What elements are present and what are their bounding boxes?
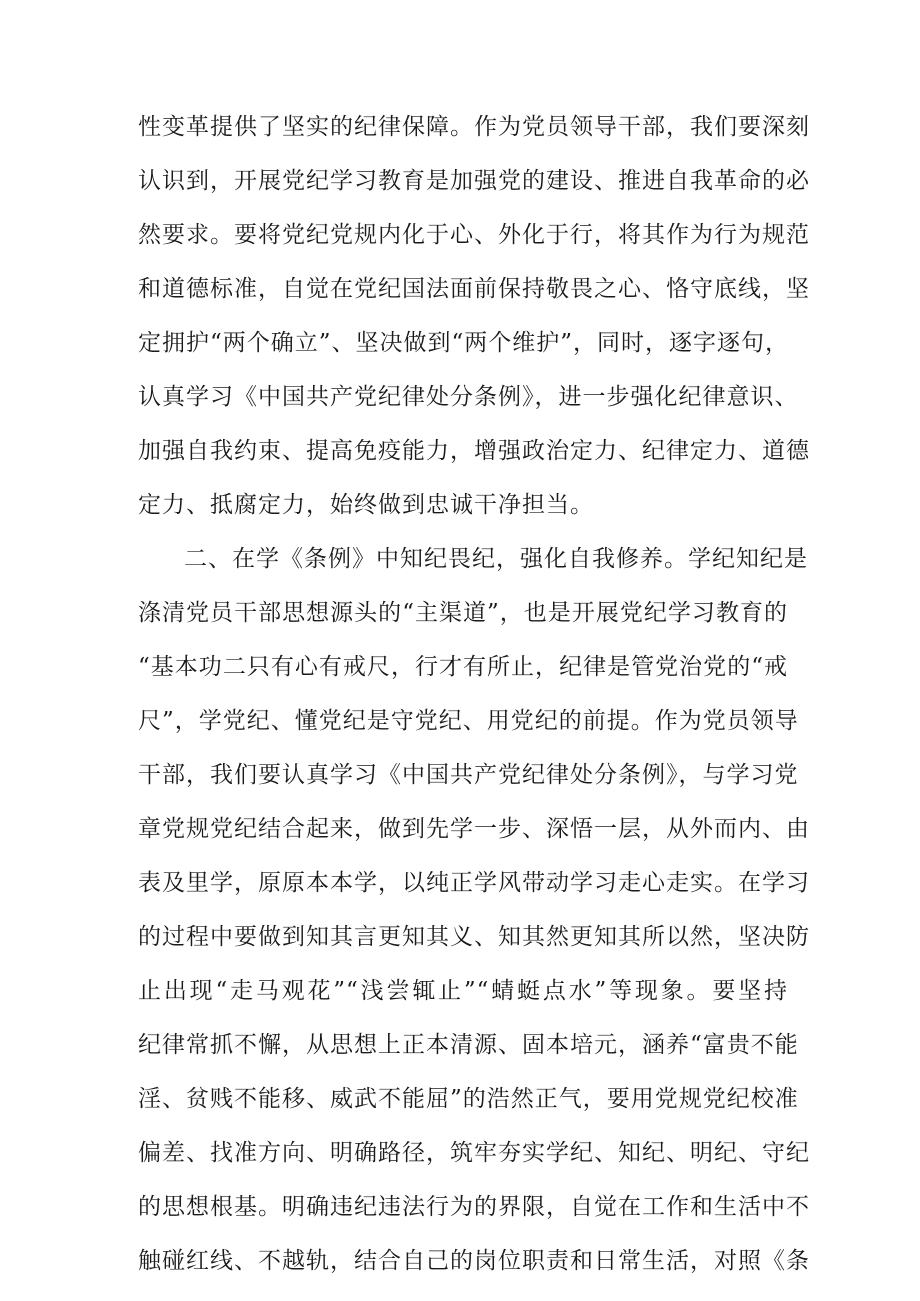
text-line: 表及里学，原原本本学，以纯正学风带动学习走心走实。在学习 (138, 870, 810, 896)
text-line: 止出现“走马观花”“浅尝辄止”“蜻蜓点水”等现象。要坚持 (138, 978, 788, 1004)
text-line: 和道德标准，自觉在党纪国法面前保持敬畏之心、恪守底线，坚 (138, 276, 810, 302)
text-line: 偏差、找准方向、明确路径，筑牢夯实学纪、知纪、明纪、守纪 (138, 1140, 810, 1166)
text-line: 认识到，开展党纪学习教育是加强党的建设、推进自我革命的必 (138, 168, 810, 194)
section-heading-line: 二、在学《条例》中知纪畏纪，强化自我修养。学纪知纪是 (184, 546, 808, 572)
text-line: 定拥护“两个确立”、坚决做到“两个维护”，同时，逐字逐句， (138, 330, 790, 356)
text-line: 章党规党纪结合起来，做到先学一步、深悟一层，从外而内、由 (138, 816, 810, 842)
text-line: 的过程中要做到知其言更知其义、知其然更知其所以然，坚决防 (138, 924, 810, 950)
text-line: 的思想根基。明确违纪违法行为的界限，自觉在工作和生活中不 (138, 1194, 810, 1220)
text-line: “基本功二只有心有戒尺，行才有所止，纪律是管党治党的“戒 (138, 654, 788, 680)
text-line: 定力、抵腐定力，始终做到忠诚干净担当。 (138, 492, 594, 518)
text-line: 涤清党员干部思想源头的“主渠道”，也是开展党纪学习教育的 (138, 600, 788, 626)
text-line: 认真学习《中国共产党纪律处分条例》，进一步强化纪律意识、 (138, 384, 799, 410)
text-line: 性变革提供了坚实的纪律保障。作为党员领导干部，我们要深刻 (138, 114, 810, 140)
text-line: 纪律常抓不懈，从思想上正本清源、固本培元，涵养“富贵不能 (138, 1032, 799, 1058)
text-line: 尺”，学党纪、懂党纪是守党纪、用党纪的前提。作为党员领导 (138, 708, 799, 734)
text-line: 加强自我约束、提高免疫能力，增强政治定力、纪律定力、道德 (138, 438, 810, 464)
text-line: 触碰红线、不越轨，结合自己的岗位职责和日常生活，对照《条 (138, 1248, 810, 1274)
text-line: 淫、贫贱不能移、威武不能屈”的浩然正气，要用党规党纪校准 (138, 1086, 799, 1112)
body-text (138, 100, 810, 1288)
text-line: 然要求。要将党纪党规内化于心、外化于行，将其作为行为规范 (138, 222, 810, 248)
text-line: 干部，我们要认真学习《中国共产党纪律处分条例》，与学习党 (138, 762, 799, 788)
